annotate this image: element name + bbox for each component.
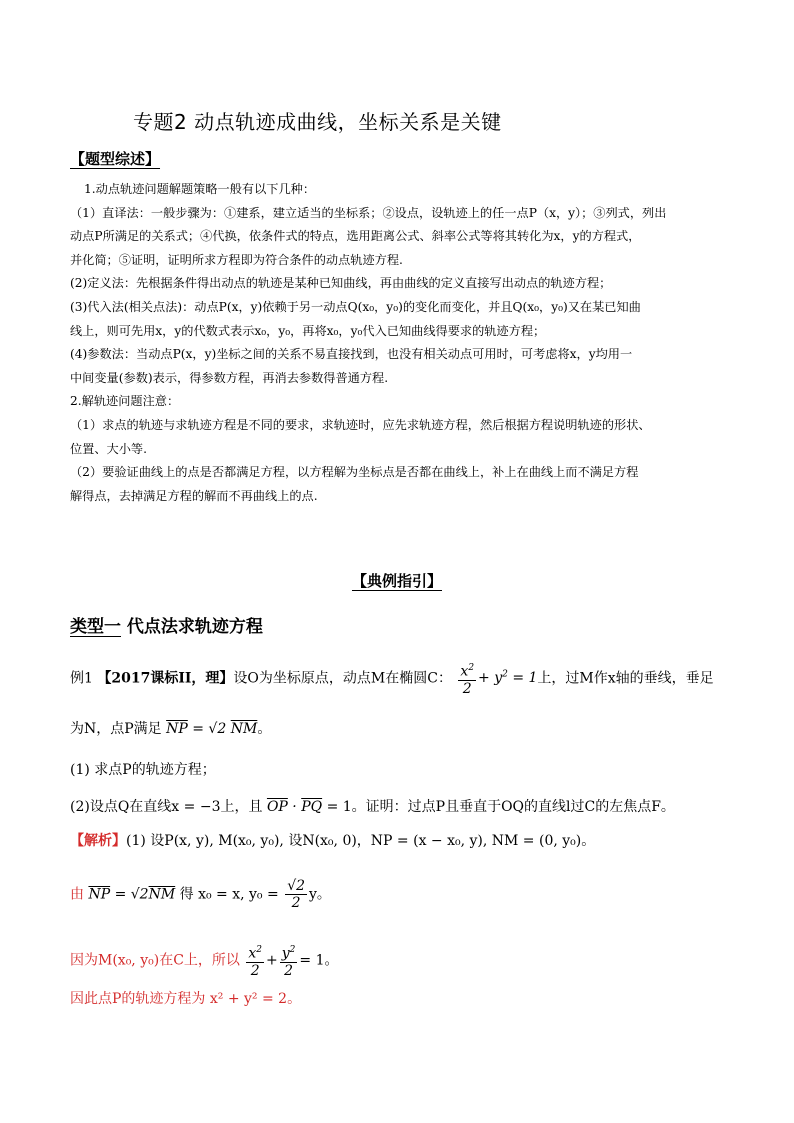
- analysis-line-3: 因为M(x₀, y₀)在C上，所以 $\frac{x^2}{2}$ + $\frac{y^2}{2}$ = 1。: [70, 942, 730, 979]
- para-line: 位置、大小等.: [70, 441, 147, 456]
- type-label: 类型一: [70, 617, 121, 637]
- vector-equation: $\overline{NP} = √2$ $\overline{NM}$: [166, 721, 258, 737]
- analysis-line-1: 【解析】(1) 设P(x, y), M(x₀, y₀), 设N(x₀, 0)，NP = (x − x₀, y), NM = (0, y₀)。: [70, 833, 596, 849]
- para-line: 2.解轨迹问题注意：: [70, 394, 180, 409]
- para-line: 线上，则可先用x，y的代数式表示x₀，y₀，再将x₀，y₀代入已知曲线得要求的轨迹方程；: [70, 323, 546, 338]
- example-line-1: 例1 【2017课标II，理】设O为坐标原点，动点M在椭圆C： $\frac{x^2}{2}$ + $y^2 = 1$上，过M作x轴的垂线，垂足: [70, 660, 730, 697]
- question-1: (1) 求点P的轨迹方程；: [70, 762, 216, 778]
- analysis-line-2: 由 $\overline{NP} = √2\overline{NM}$ 得 x₀ = x, y₀ = $\frac{√2}{2}$ y。: [70, 878, 331, 911]
- example-source: 【2017课标II，理】: [97, 670, 234, 687]
- para-line: 1.动点轨迹问题解题策略一般有以下几种：: [84, 182, 316, 196]
- para-line: (3)代入法(相关点法)：动点P(x，y)依赖于另一动点Q(x₀，y₀)的变化而变化，并且Q(x₀，y₀)又在某已知曲: [70, 299, 641, 314]
- dot-product: $\overline{OP} \cdot \overline{PQ}$: [266, 799, 323, 815]
- para-line: 并化简；⑤证明，证明所求方程即为符合条件的动点轨迹方程.: [70, 252, 403, 267]
- para-line: 动点P所满足的关系式；④代换，依条件式的特点，选用距离公式、斜率公式等将其转化为x，y的方程式，: [70, 229, 641, 244]
- para-line: (2)定义法：先根据条件得出动点的轨迹是某种已知曲线，再由曲线的定义直接写出动点的轨迹方程；: [70, 276, 612, 291]
- para-line: (4)参数法：当动点P(x，y)坐标之间的关系不易直接找到，也没有相关动点可用时，可考虑将x，y均用一: [70, 347, 633, 362]
- type-title: 代点法求轨迹方程: [121, 617, 263, 637]
- ellipse-fraction: $\frac{x^2}{2}$: [458, 660, 476, 697]
- page-title: 专题2 动点轨迹成曲线，坐标关系是关键: [133, 110, 502, 134]
- type-heading: [70, 612, 263, 637]
- analysis-line-4: 因此点P的轨迹方程为 x² + y² = 2。: [70, 991, 302, 1007]
- overview-body: [70, 178, 730, 508]
- sqrt2-over-2-fraction: $\frac{√2}{2}$: [287, 878, 306, 911]
- section-heading-overview: 【题型综述】: [70, 150, 161, 168]
- para-line: （2）要验证曲线上的点是否都满足方程，以方程解为坐标点是否都在曲线上，补上在曲线上而不满足方程: [70, 465, 639, 480]
- section-heading-examples: 【典例指引】: [351, 572, 442, 590]
- question-2: (2)设点Q在直线x = −3上，且 $\overline{OP} \cdot \overline{PQ} = 1$。证明：过点P且垂直于OQ的直线l过C的左焦点F。: [70, 799, 675, 815]
- para-line: （1）直译法：一般步骤为：①建系，建立适当的坐标系；②设点，设轨迹上的任一点P（x，y）；③列式，列出: [70, 205, 667, 220]
- para-line: （1）求点的轨迹与求轨迹方程是不同的要求，求轨迹时，应先求轨迹方程，然后根据方程说明轨迹的形状、: [70, 417, 651, 432]
- example-line-2: 为N，点P满足 $\overline{NP} = √2$ $\overline{NM}$。: [70, 721, 272, 737]
- para-line: 中间变量(参数)表示，得参数方程，再消去参数得普通方程.: [70, 370, 389, 385]
- analysis-tag: 【解析】: [70, 833, 126, 849]
- para-line: 解得点，去掉满足方程的解而不再曲线上的点.: [70, 488, 318, 503]
